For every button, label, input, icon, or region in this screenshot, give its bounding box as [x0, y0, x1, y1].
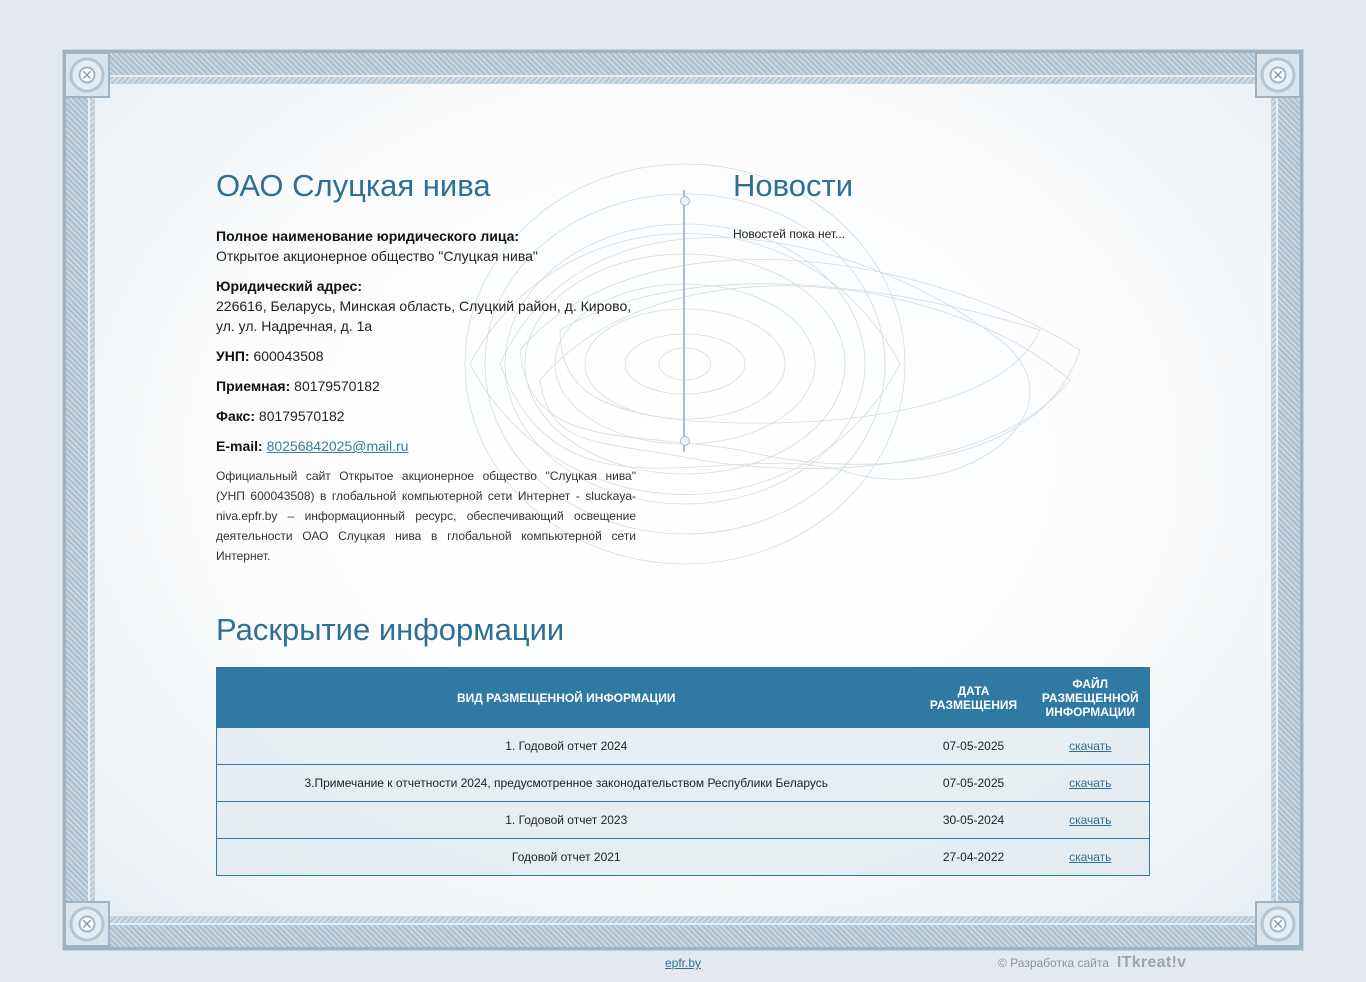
address-label: Юридический адрес: [216, 278, 362, 294]
email-link[interactable]: 80256842025@mail.ru [266, 438, 409, 454]
full-name-value: Открытое акционерное общество "Слуцкая нива" [216, 248, 538, 264]
row-type: Годовой отчет 2021 [217, 839, 916, 876]
header-date: ДАТА РАЗМЕЩЕНИЯ [916, 668, 1032, 728]
email-label: E-mail: [216, 438, 263, 454]
reception-field [216, 376, 636, 396]
table-row [217, 728, 1150, 765]
full-name-label: Полное наименование юридического лица: [216, 228, 520, 244]
footer-credit [998, 953, 1186, 973]
download-link[interactable]: скачать [1069, 850, 1112, 864]
fax-value: 80179570182 [258, 408, 345, 424]
row-type: 1. Годовой отчет 2023 [217, 802, 916, 839]
reception-value: 80179570182 [294, 378, 380, 394]
page-title: ОАО Слуцкая нива [216, 168, 491, 203]
unp-field [216, 346, 636, 366]
table-header-row [217, 668, 1150, 728]
developer-logo[interactable]: ITkreat!v [1116, 954, 1187, 971]
news-empty-text: Новостей пока нет... [733, 227, 846, 241]
row-type: 3.Примечание к отчетности 2024, предусмотренное законодательством Республики Беларусь [217, 765, 916, 802]
corner-ornament-icon: ✕ [1255, 52, 1301, 98]
footer-epfr-link[interactable]: epfr.by [665, 956, 702, 970]
corner-ornament-icon: ✕ [1255, 901, 1301, 947]
news-section [733, 168, 1153, 242]
download-link[interactable]: скачать [1069, 739, 1112, 753]
row-date: 07-05-2025 [916, 765, 1032, 802]
table-row [217, 802, 1150, 839]
fax-label: Факс: [216, 408, 256, 424]
download-link[interactable]: скачать [1069, 776, 1112, 790]
footer-credit-text: © Разработка сайта [998, 956, 1109, 970]
reception-label: Приемная: [216, 378, 291, 394]
table-row [217, 839, 1150, 876]
header-type: ВИД РАЗМЕЩЕННОЙ ИНФОРМАЦИИ [217, 668, 916, 728]
unp-label: УНП: [216, 348, 250, 364]
row-type: 1. Годовой отчет 2024 [217, 728, 916, 765]
disclosure-table [216, 667, 1150, 876]
fax-field [216, 406, 636, 426]
corner-ornament-icon: ✕ [64, 901, 110, 947]
download-link[interactable]: скачать [1069, 813, 1112, 827]
row-file-cell [1032, 839, 1150, 876]
unp-value: 600043508 [253, 348, 324, 364]
about-text: Официальный сайт Открытое акционерное общество "Слуцкая нива" (УНП 600043508) в глобальной компьютерной сети Интернет - sluckaya-niva.epfr.by – информационный ресурс, обеспечивающий освещение деятельности ОАО Слуцкая нива в глобальной компьютерной сети Интернет. [216, 469, 636, 563]
corner-ornament-icon: ✕ [64, 52, 110, 98]
row-file-cell [1032, 728, 1150, 765]
address-value: 226616, Беларусь, Минская область, Слуцкий район, д. Кирово, ул. ул. Надречная, д. 1а [216, 298, 632, 334]
row-date: 27-04-2022 [916, 839, 1032, 876]
column-divider [683, 190, 685, 452]
row-date: 07-05-2025 [916, 728, 1032, 765]
table-row [217, 765, 1150, 802]
row-file-cell [1032, 765, 1150, 802]
news-title: Новости [733, 168, 854, 203]
company-info-section [216, 168, 636, 566]
address-field [216, 276, 636, 336]
email-field [216, 436, 636, 456]
full-name-field [216, 226, 636, 266]
header-file: ФАЙЛ РАЗМЕЩЕННОЙ ИНФОРМАЦИИ [1032, 668, 1150, 728]
row-file-cell [1032, 802, 1150, 839]
disclosure-title: Раскрытие информации [216, 612, 565, 647]
row-date: 30-05-2024 [916, 802, 1032, 839]
